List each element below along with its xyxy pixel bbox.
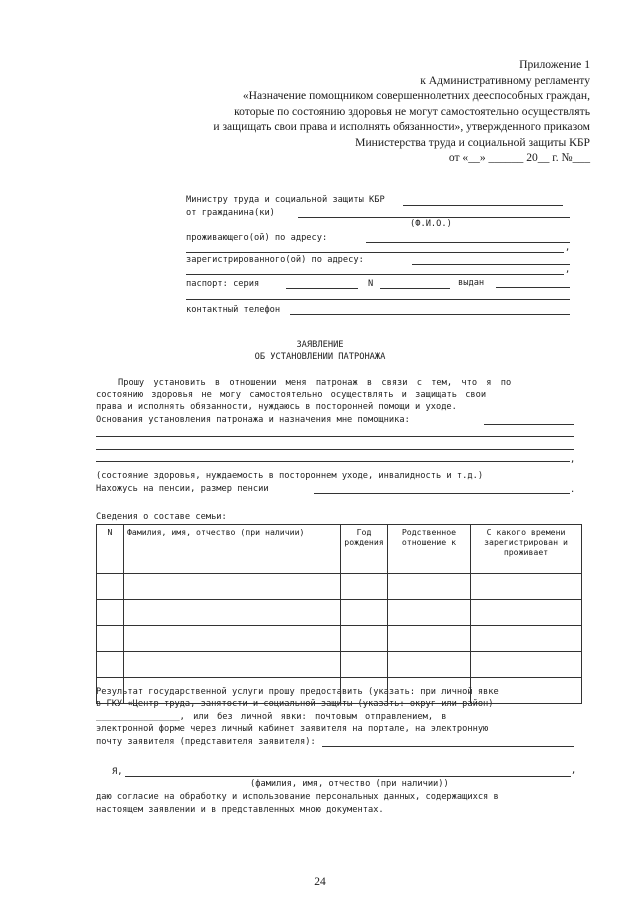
table-cell[interactable] (471, 652, 582, 678)
table-cell[interactable] (471, 600, 582, 626)
consent-name-blank[interactable] (125, 776, 571, 777)
grounds-blank-3[interactable] (96, 449, 574, 450)
residence-address-blank-2[interactable] (186, 252, 564, 253)
table-row (97, 652, 582, 678)
appendix-line: к Административному регламенту (420, 73, 590, 87)
table-cell[interactable] (341, 600, 388, 626)
fio-hint: (Ф.И.О.) (410, 219, 452, 229)
table-cell[interactable] (471, 678, 582, 704)
appendix-line: Приложение 1 (519, 58, 590, 71)
consent-text: даю согласие на обработку и использование персональных данных, содержащихся в (96, 792, 499, 802)
table-cell[interactable] (341, 652, 388, 678)
family-table (96, 524, 582, 704)
addressee-blank[interactable] (403, 205, 563, 206)
table-row (97, 574, 582, 600)
consent-text: настоящем заявлении и в представленных мною документах. (96, 805, 384, 815)
statement-title: ЗАЯВЛЕНИЕ (296, 340, 344, 350)
table-cell[interactable] (97, 652, 124, 678)
table-cell[interactable] (388, 652, 471, 678)
page-number: 24 (314, 876, 326, 888)
family-label: Сведения о составе семьи: (96, 512, 227, 522)
passport-series-label: паспорт: серия (186, 279, 260, 289)
consent-ya: Я, (112, 767, 123, 777)
passport-issued-label: выдан (458, 278, 485, 288)
request-text: Прошу установить в отношении меня патронаж в связи с тем, что я по (118, 378, 512, 388)
passport-series-blank[interactable] (286, 288, 358, 289)
table-cell[interactable] (124, 652, 341, 678)
comma: , (570, 455, 576, 465)
appendix-line: Министерства труда и социальной защиты КБР (355, 135, 590, 149)
residing-label: проживающего(ой) по адресу: (186, 233, 328, 243)
result-text: электронной форме через личный кабинет заявителя на портале, на электронную (96, 724, 489, 734)
table-cell[interactable] (388, 678, 471, 704)
comma: , (565, 243, 571, 253)
result-text: Результат государственной услуги прошу предоставить (указать: при личной явке (96, 687, 499, 697)
consent-fio-hint: (фамилия, имя, отчество (при наличии)) (250, 779, 449, 789)
request-text: права и исполнять обязанности, нуждаюсь в посторонней помощи и уходе. (96, 402, 457, 412)
table-cell[interactable] (388, 600, 471, 626)
appendix-line: которые по состоянию здоровья не могут самостоятельно осуществлять (234, 104, 590, 118)
grounds-blank-4[interactable] (96, 461, 570, 462)
applicant-name-blank[interactable] (298, 217, 570, 218)
table-cell[interactable] (97, 600, 124, 626)
comma: , (565, 265, 571, 275)
registration-address-blank-2[interactable] (186, 274, 564, 275)
table-cell[interactable] (388, 626, 471, 652)
table-cell[interactable] (124, 600, 341, 626)
result-text: в ГКУ «Центр труда, занятости и социальной защиты (указать: округ или район) (96, 699, 494, 709)
table-cell[interactable] (388, 574, 471, 600)
col-relation: Родственное отношение к (388, 525, 471, 574)
from-label: от гражданина(ки) (186, 208, 275, 218)
grounds-blank-2[interactable] (96, 436, 574, 437)
table-cell[interactable] (341, 574, 388, 600)
appendix-line: и защищать свои права и исполнять обязанности», утвержденного приказом (213, 120, 590, 133)
residence-address-blank[interactable] (366, 242, 570, 243)
table-cell[interactable] (341, 626, 388, 652)
table-cell[interactable] (341, 678, 388, 704)
email-blank[interactable] (322, 746, 574, 747)
table-cell[interactable] (97, 574, 124, 600)
table-cell[interactable] (97, 678, 124, 704)
col-registered-since: С какого времени зарегистрирован и проживает (471, 525, 582, 574)
table-row (97, 626, 582, 652)
table-cell[interactable] (471, 626, 582, 652)
phone-blank[interactable] (290, 314, 570, 315)
period: . (570, 485, 576, 495)
col-name: Фамилия, имя, отчество (при наличии) (124, 525, 341, 574)
table-cell[interactable] (124, 678, 341, 704)
table-cell[interactable] (124, 626, 341, 652)
result-text: ________________, или без личной явки: почтовым отправлением, в (96, 712, 447, 722)
comma: , (571, 766, 577, 776)
table-cell[interactable] (97, 626, 124, 652)
table-header-row (97, 525, 582, 574)
passport-issued-blank[interactable] (496, 287, 570, 288)
pension-label: Нахожусь на пенсии, размер пенсии (96, 484, 269, 494)
request-text: состоянию здоровья не могу самостоятельно осуществлять и защищать свои (96, 390, 487, 400)
col-number: N (97, 525, 124, 574)
result-text: почту заявителя (представителя заявителя): (96, 737, 316, 747)
col-birth-year: Год рождения (341, 525, 388, 574)
grounds-label: Основания установления патронажа и назначения мне помощника: (96, 415, 410, 425)
registration-address-blank[interactable] (412, 264, 570, 265)
appendix-line: «Назначение помощником совершеннолетних дееспособных граждан, (242, 89, 590, 102)
passport-issued-blank-2[interactable] (186, 299, 570, 300)
phone-label: контактный телефон (186, 305, 281, 315)
appendix-line: от «__» ______ 20__ г. №___ (448, 151, 590, 164)
registered-label: зарегистрированного(ой) по адресу: (186, 255, 364, 265)
table-row (97, 678, 582, 704)
pension-blank[interactable] (314, 493, 570, 494)
addressee-label: Министру труда и социальной защиты КБР (186, 195, 385, 205)
table-row (97, 600, 582, 626)
passport-no-label: N (368, 279, 374, 289)
table-cell[interactable] (124, 574, 341, 600)
table-cell[interactable] (471, 574, 582, 600)
health-hint: (состояние здоровья, нуждаемость в постороннем уходе, инвалидность и т.д.) (96, 471, 484, 481)
grounds-blank[interactable] (484, 424, 574, 425)
statement-subtitle: ОБ УСТАНОВЛЕНИИ ПАТРОНАЖА (254, 352, 386, 362)
passport-no-blank[interactable] (380, 288, 450, 289)
